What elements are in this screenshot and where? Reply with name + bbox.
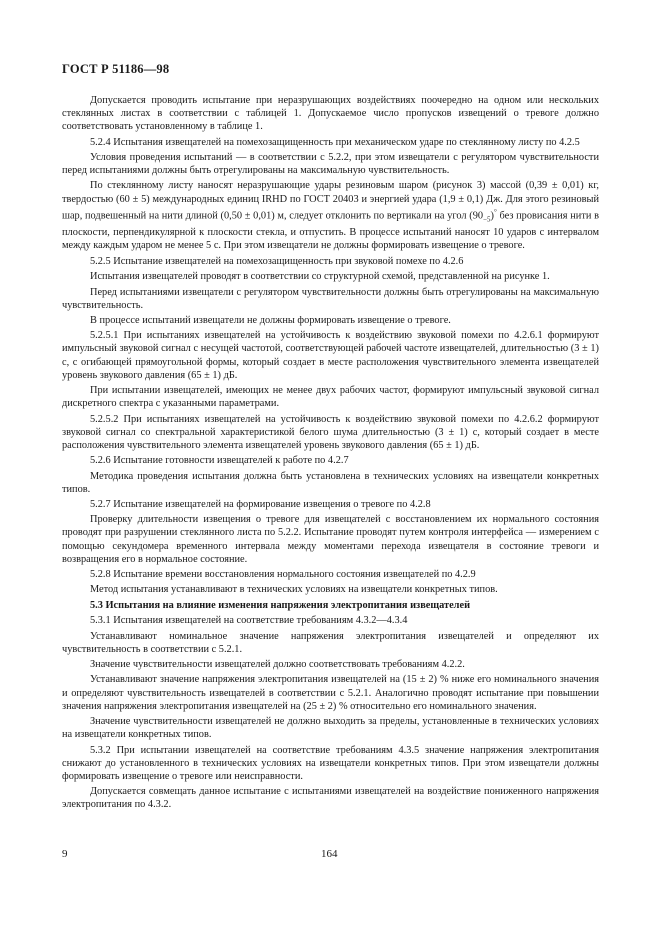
paragraph: 5.2.5.1 При испытаниях извещателей на устойчивость к воздействию звуковой помехи по 4.2.6.1 формируют импульсный звуковой сигнал с несущей частотой, соответствующей рабочей частоте извещателей, длительностью (3 ± 1) с, с огибающей прямоугольной формы, который создает в месте расположения чувствительного элемента извещателей уровень звукового давления (65 ± 1) дБ. — [62, 330, 599, 381]
paren-close: ) — [490, 210, 494, 222]
section-title: 5.3 Испытания на влияние изменения напряжения электропитания извещателей — [90, 599, 471, 611]
paragraph: 5.3.2 При испытании извещателей на соответствие требованиям 4.3.5 значение напряжения электропитания снижают до установленного в технических условиях на извещатели конкретных типов. При этом извещатели должны формировать извещение о тревоге или неисправности. — [62, 744, 599, 782]
paragraph: Допускается совмещать данное испытание с испытаниями извещателей на воздействие пониженного напряжения электропитания по 4.3.2. — [62, 786, 599, 811]
sheet-number: 164 — [321, 848, 338, 860]
section-heading: 5.2.7 Испытание извещателей на формирование извещения о тревоге по 4.2.8 — [90, 498, 431, 510]
paragraph: Значение чувствительности извещателей не должно выходить за пределы, установленные в технических условиях на извещатели конкретных типов. — [62, 716, 599, 741]
paragraph: Проверку длительности извещения о тревоге для извещателей с восстановлением их нормального состояния проводят при разрушении стеклянного листа по 5.2.2. Испытание проводят путем контроля интерфейса — измерением с помощью секундомера временного интервала между моментами перехода извещателя в состояние тревоги и возвращения его в нормальное состояние. — [62, 514, 599, 565]
section-heading: 5.2.5 Испытание извещателей на помехозащищенность при звуковой помехе по 4.2.6 — [90, 255, 464, 267]
page-number: 9 — [62, 848, 68, 860]
paragraph: Допускается проводить испытание при неразрушающих воздействиях поочередно на одном или нескольких стеклянных листах в соответствии с таблицей 1. Допускаемое число пропусков извещений о тревоге должно соответствовать установленному в таблице 1. — [62, 95, 599, 133]
paragraph: Условия проведения испытаний — в соответствии с 5.2.2, при этом извещатели с регулятором чувствительности перед испытаниями должны быть отрегулированы на максимальную чувствительность. — [62, 151, 599, 177]
section-heading: 5.3.1 Испытания извещателей на соответствие требованиям 4.3.2—4.3.4 — [90, 615, 408, 627]
paragraph: Испытания извещателей проводят в соответствии со структурной схемой, представленной на рисунке 1. — [90, 271, 550, 283]
paragraph: При испытании извещателей, имеющих не менее двух рабочих частот, формируют импульсный звуковой сигнал дискретного спектра с указанными параметрами. — [62, 385, 599, 410]
paragraph: Устанавливают значение напряжения электропитания извещателей на (15 ± 2) % ниже его номинального значения и определяют чувствительность извещателей в соответствии с 5.2.1. Аналогично проводят испытание при повышении значения напряжения электропитания извещателей на (25 ± 2) % относительно его номинального значения. — [62, 674, 599, 712]
document-header: ГОСТ Р 51186—98 — [62, 62, 170, 76]
paragraph-text: По стеклянному листу наносят неразрушающие удары резиновым шаром (рисунок 3) массой (0,39 ± 0,01) кг, твердостью (60 ± 5) международных единиц IRHD по ГОСТ 20403 и энергией удара (1,9 ± 0,1) Дж. Для этого резиновый шар, подвешенный на нити длиной (0,50 ± 0,01) м, следует отклонить по вертикали на угол (90 — [62, 180, 599, 222]
paragraph: 5.2.5.2 При испытаниях извещателей на устойчивость к воздействию звуковой помехи по 4.2.6.2 формируют звуковой сигнал со спектральной характеристикой белого шума длительностью (3 ± 1) с, который создает в месте расположения чувствительного элемента извещателей уровень звукового давления (65 ± 1) дБ. — [62, 413, 599, 451]
section-heading: 5.2.6 Испытание готовности извещателей к работе по 4.2.7 — [90, 455, 349, 467]
paragraph: Устанавливают номинальное значение напряжения электропитания извещателей и определяют их чувствительность в соответствии с 5.2.1. — [62, 630, 599, 655]
paragraph: Методика проведения испытания должна быть установлена в технических условиях на извещатели конкретных типов. — [62, 470, 599, 495]
angle-tolerance: −5 — [483, 215, 491, 224]
paragraph-text: без провисания нити в плоскости, перпендикулярной к плоскости стекла, и отпустить. В процессе испытаний наносят 10 ударов с интервалом между каждым ударом не менее 5 с. При этом извещатели не должны формировать извещение о тревоге. — [62, 210, 599, 252]
paragraph: Метод испытания устанавливают в технических условиях на извещатели конкретных типов. — [90, 584, 498, 596]
paragraph: В процессе испытаний извещатели не должны формировать извещение о тревоге. — [90, 314, 451, 326]
section-heading: 5.2.4 Испытания извещателей на помехозащищенность при механическом ударе по стеклянному листу по 4.2.5 — [90, 136, 580, 148]
paragraph: Перед испытаниями извещатели с регулятором чувствительности должны быть отрегулированы на максимальную чувствительность. — [62, 286, 599, 311]
document-body — [62, 94, 599, 814]
degree-sign: ° — [493, 207, 497, 216]
section-heading: 5.2.8 Испытание времени восстановления нормального состояния извещателей по 4.2.9 — [90, 569, 476, 581]
paragraph — [62, 179, 599, 252]
paragraph: Значение чувствительности извещателей должно соответствовать требованиям 4.2.2. — [90, 659, 465, 671]
